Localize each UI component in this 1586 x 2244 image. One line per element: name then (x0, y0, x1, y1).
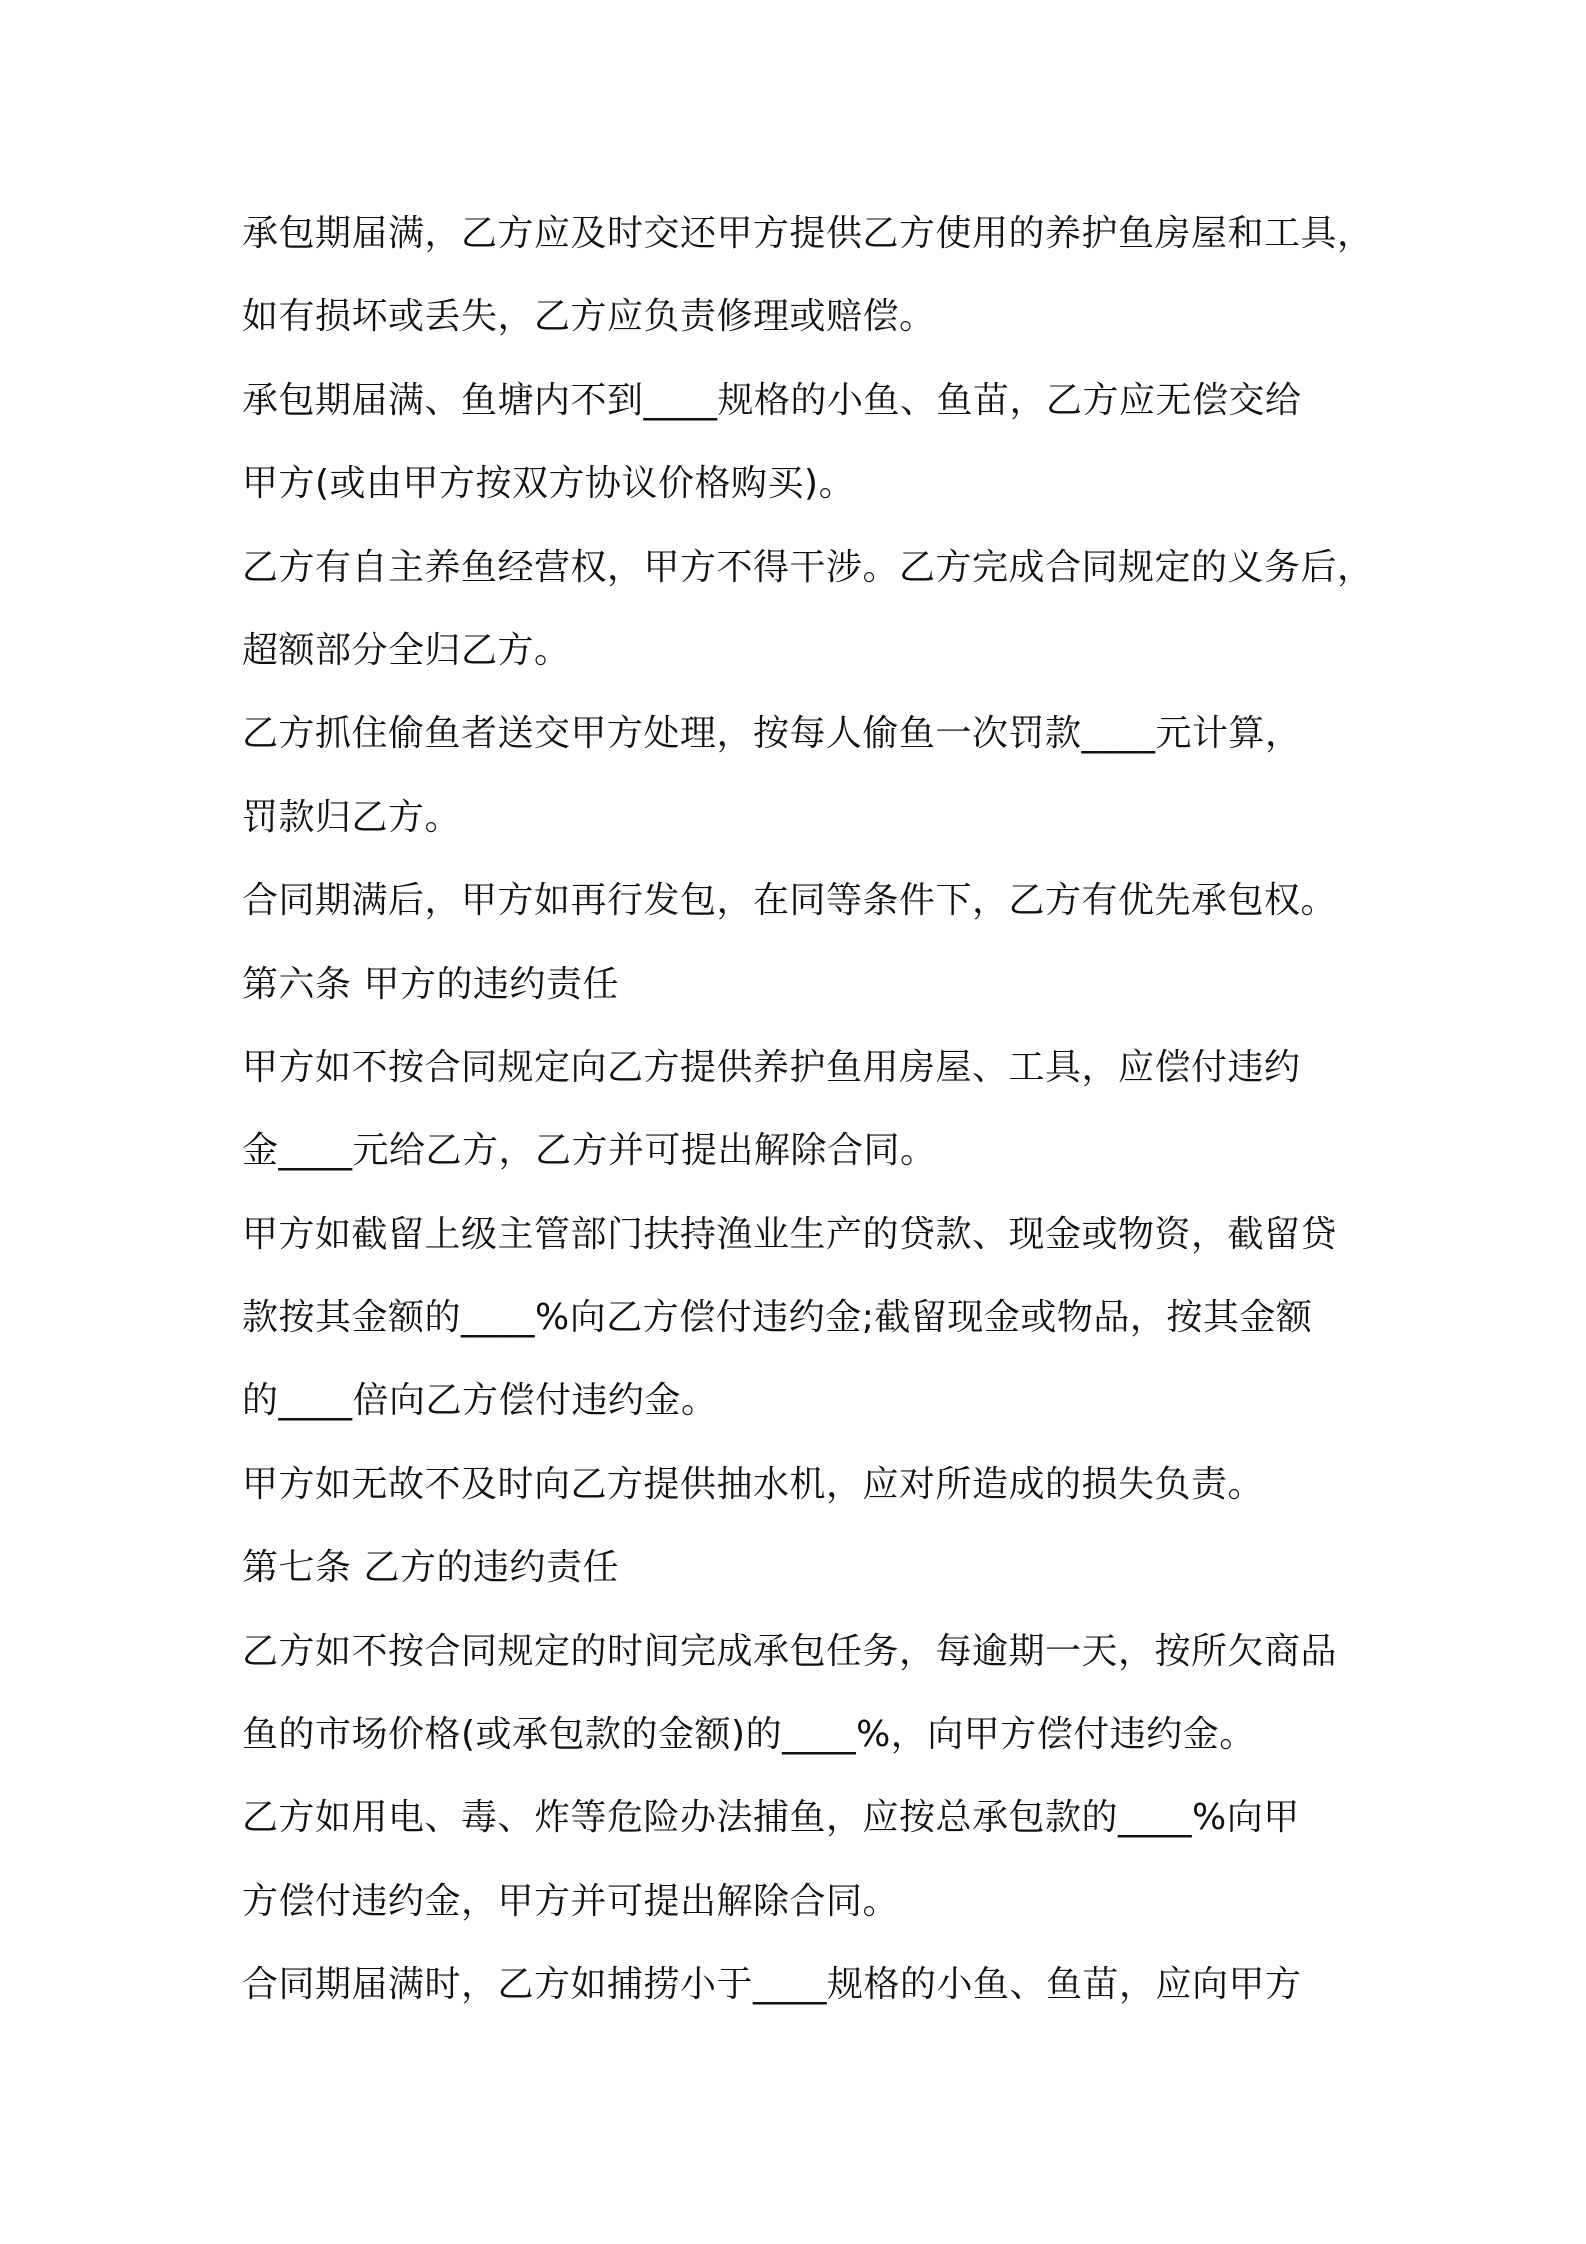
text-line: 罚款归乙方。 (242, 796, 462, 838)
text-line: 鱼的市场价格(或承包款的金额)的____%，向甲方偿付违约金。 (242, 1714, 1256, 1756)
text-line: 乙方有自主养鱼经营权，甲方不得干涉。乙方完成合同规定的义务后， (242, 546, 1374, 588)
text-line: 乙方抓住偷鱼者送交甲方处理，按每人偷鱼一次罚款____元计算， (242, 713, 1302, 755)
text-line: 的____倍向乙方偿付违约金。 (242, 1380, 718, 1422)
text-line: 金____元给乙方，乙方并可提出解除合同。 (242, 1130, 937, 1172)
text-line: 乙方如不按合同规定的时间完成承包任务，每逾期一天，按所欠商品 (242, 1630, 1338, 1672)
section-heading-article-6: 第六条 甲方的违约责任 (242, 963, 619, 1005)
text-line: 甲方如截留上级主管部门扶持渔业生产的贷款、现金或物资，截留贷 (242, 1213, 1338, 1255)
section-heading-article-7: 第七条 乙方的违约责任 (242, 1547, 619, 1589)
text-line: 甲方如不按合同规定向乙方提供养护鱼用房屋、工具，应偿付违约 (242, 1046, 1301, 1088)
text-line: 合同期届满时，乙方如捕捞小于____规格的小鱼、鱼苗，应向甲方 (242, 1964, 1302, 2006)
contract-text-block (242, 192, 1402, 2027)
text-line: 超额部分全归乙方。 (242, 629, 571, 671)
text-line: 甲方如无故不及时向乙方提供抽水机，应对所造成的损失负责。 (242, 1463, 1265, 1505)
text-line: 甲方(或由甲方按双方协议价格购买)。 (242, 463, 856, 505)
text-line: 如有损坏或丢失，乙方应负责修理或赔偿。 (242, 296, 936, 338)
text-line: 方偿付违约金，甲方并可提出解除合同。 (242, 1880, 900, 1922)
text-line: 款按其金额的____%向乙方偿付违约金;截留现金或物品，按其金额 (242, 1297, 1313, 1339)
text-line: 承包期届满、鱼塘内不到____规格的小鱼、鱼苗，乙方应无偿交给 (242, 379, 1302, 421)
text-line: 乙方如用电、毒、炸等危险办法捕鱼，应按总承包款的____%向甲 (242, 1797, 1300, 1839)
text-line: 合同期满后，甲方如再行发包，在同等条件下，乙方有优先承包权。 (242, 880, 1338, 922)
text-line: 承包期届满，乙方应及时交还甲方提供乙方使用的养护鱼房屋和工具， (242, 213, 1374, 254)
